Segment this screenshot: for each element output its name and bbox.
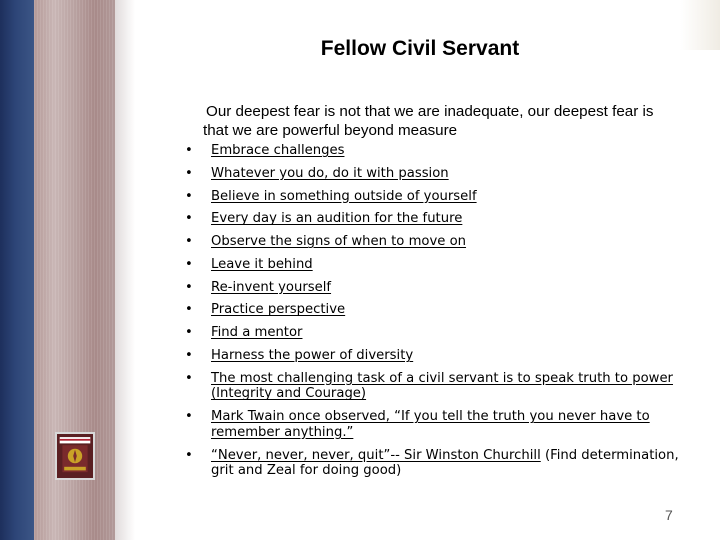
bullet-icon: •	[185, 165, 193, 181]
page-number: 7	[665, 507, 673, 523]
bullet-text: Find a mentor	[211, 325, 303, 341]
bullet-item	[185, 371, 685, 402]
bullet-text: Leave it behind	[211, 256, 313, 272]
intro-quote: Our deepest fear is not that we are inadequate, our deepest fear is that we are powerful beyond measure	[203, 103, 654, 139]
bullet-icon: •	[185, 211, 193, 227]
bullet-text: Every day is an audition for the future	[211, 211, 463, 227]
bullet-icon: •	[185, 325, 193, 341]
bullet-icon: •	[185, 409, 193, 425]
emblem-icon	[55, 432, 95, 480]
bullet-icon: •	[185, 256, 193, 272]
bullet-item	[185, 325, 685, 341]
bullet-text: The most challenging task of a civil servant is to speak truth to power (Integrity and Courage)	[211, 370, 673, 402]
bullet-text: Mark Twain once observed, “If you tell the truth you never have to remember anything.”	[211, 409, 650, 440]
bullet-text: Whatever you do, do it with passion	[211, 165, 449, 181]
left-navy-band	[0, 0, 34, 540]
bullet-item	[185, 211, 685, 227]
bullet-text: Embrace challenges	[211, 143, 345, 158]
bullet-text: Harness the power of diversity	[211, 348, 414, 364]
striped-band-fade	[115, 0, 135, 540]
slide-title: Fellow Civil Servant	[320, 37, 520, 60]
bullet-item	[185, 257, 685, 273]
bullet-tail-text: (Find determination, grit and Zeal for doing good)	[211, 447, 679, 479]
bullet-item	[185, 234, 685, 250]
bullet-icon: •	[185, 279, 193, 295]
bullet-item	[185, 348, 685, 364]
bullet-item	[185, 280, 685, 296]
bullet-text: “Never, never, never, quit”-- Sir Winston Churchill	[211, 447, 541, 463]
bullet-icon: •	[185, 370, 193, 386]
bullet-item	[185, 166, 685, 182]
bullet-icon: •	[185, 447, 193, 463]
bullet-item	[185, 448, 685, 479]
bullet-icon: •	[185, 302, 193, 318]
bullet-text: Observe the signs of when to move on	[211, 234, 467, 250]
bullet-text: Believe in something outside of yourself	[211, 188, 477, 204]
bullet-item	[185, 189, 685, 205]
bullet-text: Re-invent yourself	[211, 279, 332, 295]
bullet-item	[185, 143, 685, 159]
bullet-list	[185, 143, 685, 486]
bullet-icon: •	[185, 143, 193, 158]
bullet-icon: •	[185, 188, 193, 204]
bullet-text: Practice perspective	[211, 302, 346, 318]
bullet-icon: •	[185, 234, 193, 250]
bullet-item	[185, 409, 685, 440]
bullet-icon: •	[185, 348, 193, 364]
bullet-item	[185, 302, 685, 318]
